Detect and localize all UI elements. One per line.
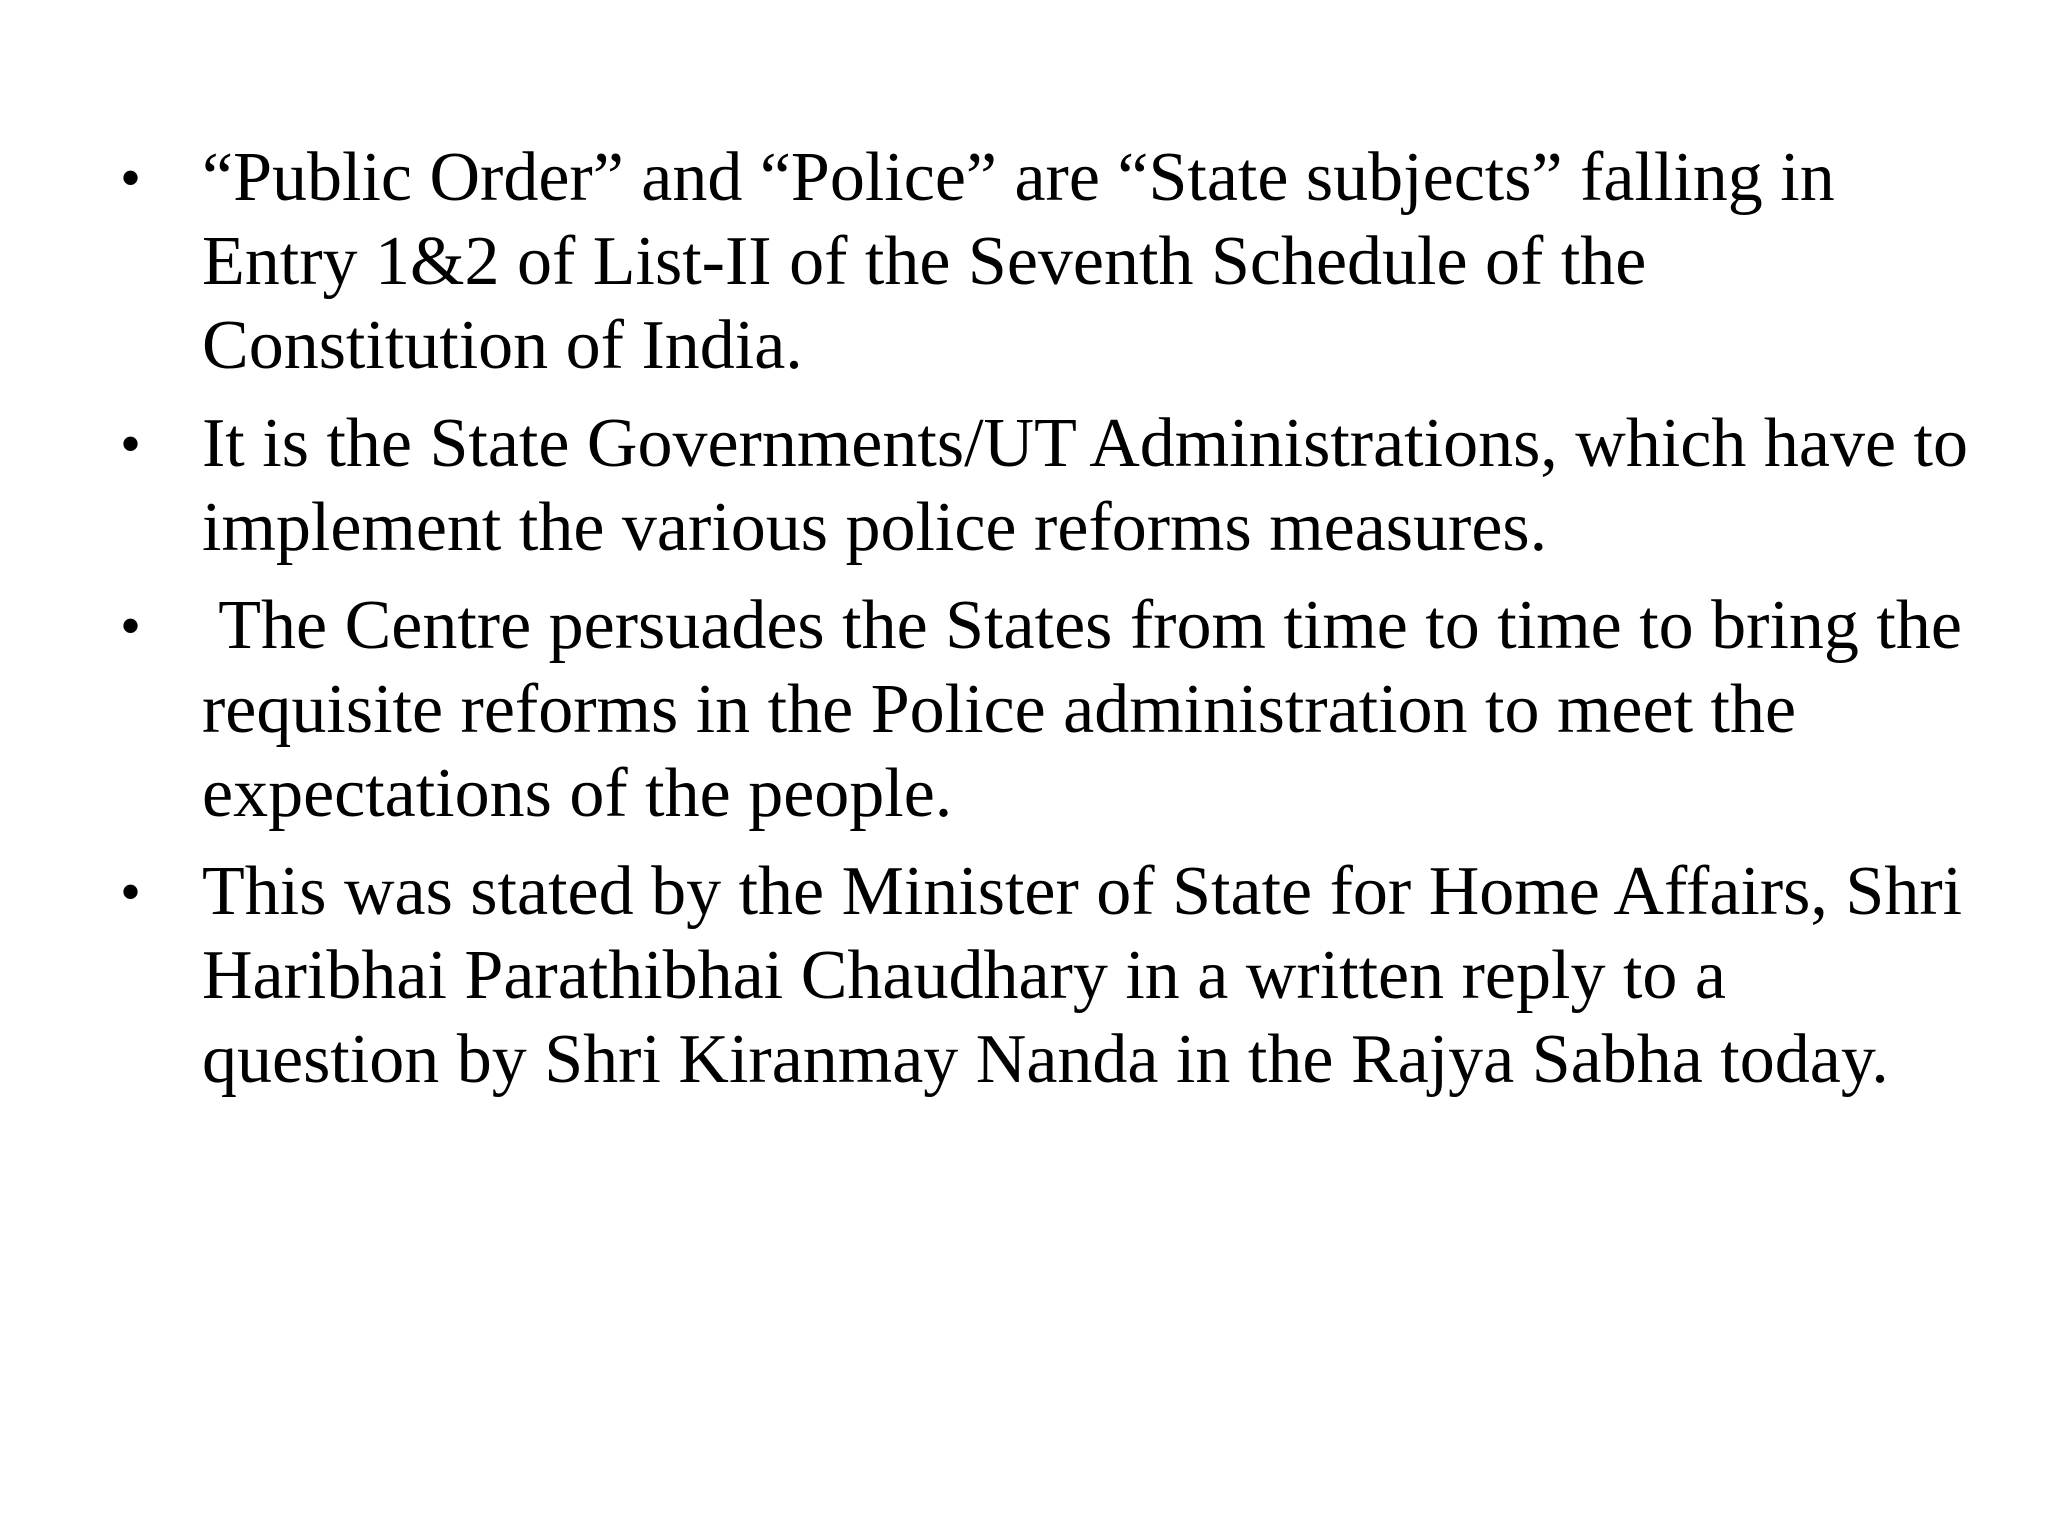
bullet-marker: • [120, 411, 142, 477]
bullet-text [202, 584, 1980, 836]
bullet-line: requisite reforms in the Police administration to meet the [202, 671, 1797, 748]
bullet-text [202, 136, 1980, 388]
bullet-text [202, 850, 1980, 1102]
bullet-item [120, 136, 1980, 388]
bullet-text [202, 402, 1980, 570]
bullet-marker: • [120, 859, 142, 925]
bullet-line: It is the State Governments/UT Administrations, which have to [202, 405, 1968, 482]
bullet-line: Constitution of India. [202, 307, 803, 384]
bullet-list [120, 136, 1980, 1116]
bullet-item [120, 584, 1980, 836]
bullet-item [120, 402, 1980, 570]
bullet-line: Haribhai Parathibhai Chaudhary in a written reply to a [202, 937, 1726, 1014]
bullet-marker: • [120, 593, 142, 659]
bullet-item [120, 850, 1980, 1102]
bullet-line: The Centre persuades the States from time to time to bring the [202, 587, 1962, 664]
bullet-line: implement the various police reforms measures. [202, 489, 1548, 566]
bullet-line: expectations of the people. [202, 755, 953, 832]
bullet-line: Entry 1&2 of List-II of the Seventh Schedule of the [202, 223, 1647, 300]
bullet-line: “Public Order” and “Police” are “State subjects” falling in [202, 139, 1835, 216]
bullet-line: question by Shri Kiranmay Nanda in the Rajya Sabha today. [202, 1021, 1889, 1098]
bullet-line: This was stated by the Minister of State for Home Affairs, Shri [202, 853, 1963, 930]
bullet-marker: • [120, 145, 142, 211]
